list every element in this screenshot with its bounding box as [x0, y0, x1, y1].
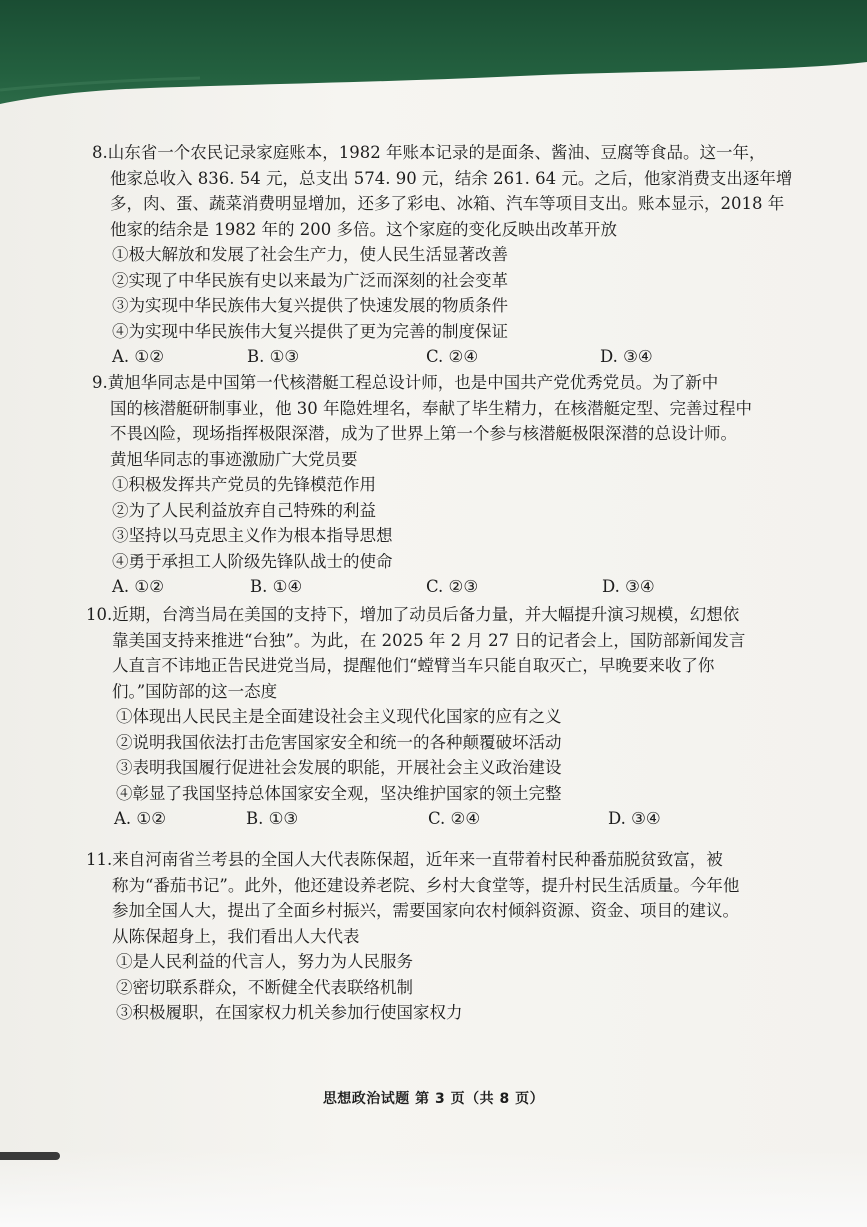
question-number: 8.	[92, 143, 108, 162]
question-9	[92, 370, 792, 600]
binding-mark	[0, 1152, 60, 1160]
question-10	[86, 602, 786, 832]
question-number: 11.	[86, 850, 113, 869]
choice-c[interactable]: C. ②③	[426, 577, 479, 596]
question-stem-line: 靠美国支持来推进“台独”。为此，在 2025 年 2 月 27 日的记者会上，国防部新闻发言	[112, 630, 746, 650]
question-text: 近期，台湾当局在美国的支持下，增加了动员后备力量，并大幅提升演习规模，幻想依	[112, 605, 740, 624]
question-stem-line	[92, 140, 792, 166]
question-number: 9.	[92, 373, 108, 392]
question-stem-line: 多，肉、蛋、蔬菜消费明显增加，还多了彩电、冰箱、汽车等项目支出。账本显示，2018 年	[110, 194, 785, 213]
question-text: 来自河南省兰考县的全国人大代表陈保超，近年来一直带着村民种番茄脱贫致富，被	[112, 850, 723, 869]
statement-option: ①体现出人民民主是全面建设社会主义现代化国家的应有之义	[116, 707, 562, 726]
statement-option: ①积极发挥共产党员的先锋模范作用	[112, 475, 376, 494]
choice-d[interactable]: D. ③④	[608, 809, 661, 828]
choice-c[interactable]: C. ②④	[426, 347, 479, 366]
statement-option: ①极大解放和发展了社会生产力，使人民生活显著改善	[112, 245, 508, 264]
question-text: 山东省一个农民记录家庭账本，1982 年账本记录的是面条、酱油、豆腐等食品。这一年，	[107, 143, 766, 162]
question-8	[92, 140, 792, 370]
question-stem-line: 称为“番茄书记”。此外，他还建设养老院、乡村大食堂等，提升村民生活质量。今年他	[112, 875, 740, 895]
question-stem-line	[86, 602, 786, 628]
question-stem-line: 不畏凶险，现场指挥极限深潜，成为了世界上第一个参与核潜艇极限深潜的总设计师。	[110, 424, 737, 443]
choice-c[interactable]: C. ②④	[428, 809, 481, 828]
statement-option: ④为实现中华民族伟大复兴提供了更为完善的制度保证	[112, 321, 508, 341]
choice-a[interactable]: A. ①②	[112, 347, 164, 366]
bottom-edge	[0, 1150, 867, 1227]
question-stem-line: 他家总收入 836. 54 元，总支出 574. 90 元，结余 261. 64 元。之后，他家消费支出逐年增	[110, 168, 793, 188]
choice-b[interactable]: B. ①③	[246, 809, 299, 828]
choice-b[interactable]: B. ①④	[250, 577, 303, 596]
question-stem-line: 参加全国人大，提出了全面乡村振兴，需要国家向农村倾斜资源、资金、项目的建议。	[112, 901, 739, 920]
answer-choices	[86, 806, 786, 832]
choice-a[interactable]: A. ①②	[112, 577, 164, 596]
question-stem-line: 们。”国防部的这一态度	[112, 681, 278, 701]
green-header-band	[0, 0, 867, 110]
statement-option: ③坚持以马克思主义作为根本指导思想	[112, 526, 393, 545]
question-stem-line	[92, 370, 792, 396]
question-11	[86, 847, 786, 1026]
choice-a[interactable]: A. ①②	[114, 809, 166, 828]
statement-option: ②说明我国依法打击危害国家安全和统一的各种颠覆破坏活动	[116, 732, 562, 752]
statement-option: ④勇于承担工人阶级先锋队战士的使命	[112, 551, 393, 571]
statement-option: ②密切联系群众，不断健全代表联络机制	[116, 977, 413, 997]
choice-d[interactable]: D. ③④	[600, 347, 653, 366]
statement-option: ③积极履职，在国家权力机关参加行使国家权力	[116, 1003, 463, 1022]
statement-option: ②实现了中华民族有史以来最为广泛而深刻的社会变革	[112, 270, 508, 290]
choice-b[interactable]: B. ①③	[247, 347, 300, 366]
question-stem-line	[86, 847, 786, 873]
statement-option: ①是人民利益的代言人，努力为人民服务	[116, 952, 413, 971]
question-stem-line: 黄旭华同志的事迹激励广大党员要	[110, 449, 358, 469]
statement-option: ②为了人民利益放弃自己特殊的利益	[112, 500, 376, 520]
question-stem-line: 国的核潜艇研制事业，他 30 年隐姓埋名，奉献了毕生精力，在核潜艇定型、完善过程中	[110, 398, 752, 418]
question-stem-line: 从陈保超身上，我们看出人大代表	[112, 926, 360, 946]
question-stem-line: 他家的结余是 1982 年的 200 多倍。这个家庭的变化反映出改革开放	[110, 219, 617, 239]
choice-d[interactable]: D. ③④	[602, 577, 655, 596]
statement-option: ③为实现中华民族伟大复兴提供了快速发展的物质条件	[112, 296, 508, 315]
statement-option: ③表明我国履行促进社会发展的职能，开展社会主义政治建设	[116, 758, 562, 777]
statement-option: ④彰显了我国坚持总体国家安全观，坚决维护国家的领土完整	[116, 783, 562, 803]
question-text: 黄旭华同志是中国第一代核潜艇工程总设计师，也是中国共产党优秀党员。为了新中	[107, 373, 719, 392]
answer-choices	[92, 574, 792, 600]
question-number: 10.	[86, 605, 113, 624]
page-footer: 思想政治试题 第 3 页（共 8 页）	[322, 1091, 545, 1107]
answer-choices	[92, 344, 792, 370]
question-stem-line: 人直言不讳地正告民进党当局，提醒他们“螳臂当车只能自取灭亡，早晚要来收了你	[112, 656, 715, 675]
